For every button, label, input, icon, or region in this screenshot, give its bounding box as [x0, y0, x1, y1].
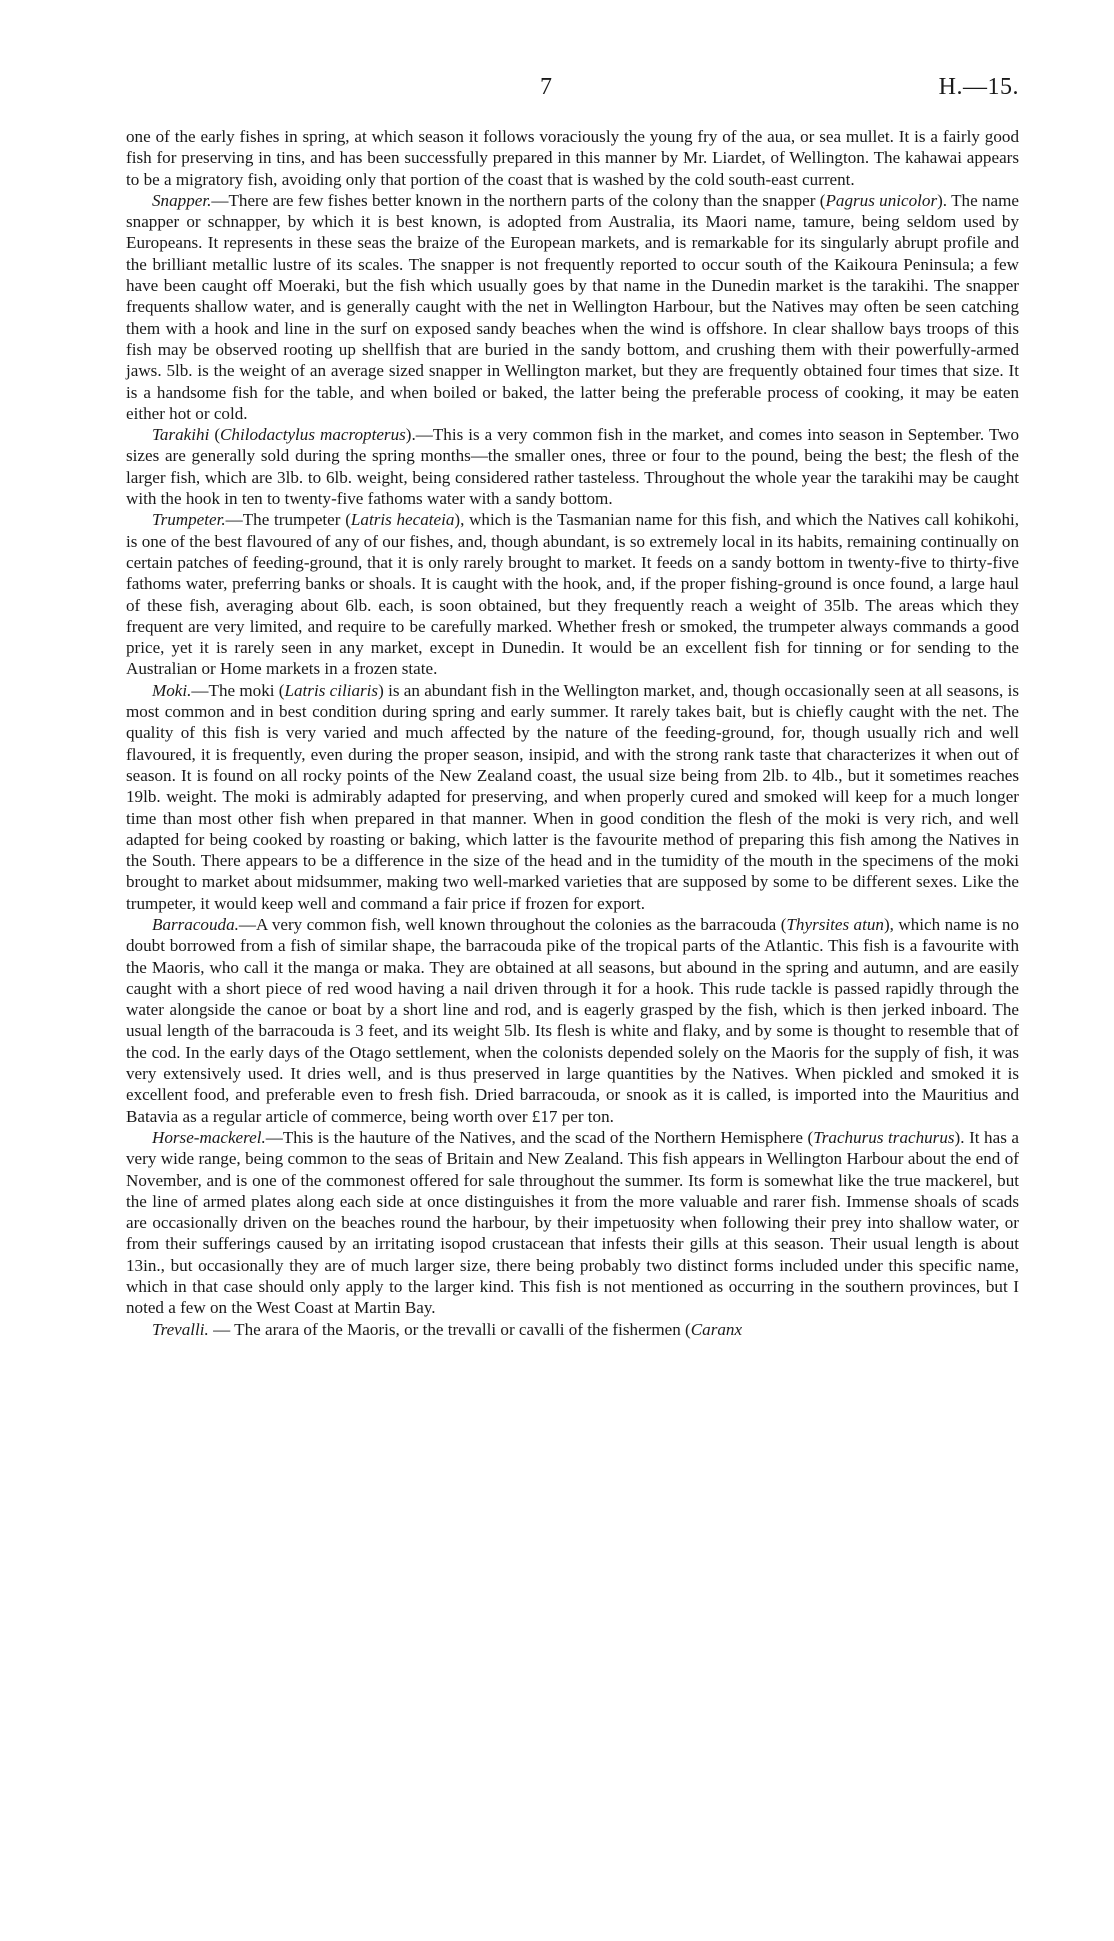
paragraph-heading: Snapper. [152, 190, 212, 210]
paragraph-kahawai [126, 126, 1019, 190]
latin-name: Chilodactylus macropterus [220, 425, 406, 445]
paragraph-text: ), which is the Tasmanian name for this fish, and which the Natives call kohikohi, is one of the best flavoured of any of our fishes, and, though abundant, is so extremely local in its habits, remaining continually on certain patches of feeding-ground, that it is only rarely brought to market. It feeds on a sandy bottom in twenty-five to thirty-five fathoms water, preferring banks or shoals. It is caught with the hook, and, if the proper fishing-ground is once found, a large haul of these fish, averaging about 6lb. each, is soon obtained, but they frequently reach a weight of 35lb. The areas which they frequent are very limited, and require to be carefully marked. Whether fresh or smoked, the trumpeter always commands a good price, yet it is rarely seen in any market, except in Dunedin. It would be an excellent fish for tinning or for sending to the Australian or Home markets in a frozen state. [126, 510, 1020, 679]
running-head [126, 74, 1019, 114]
paragraph-heading: Horse-mackerel. [152, 1127, 266, 1147]
paragraph-trevalli [126, 1319, 1019, 1340]
latin-name: Trachurus trachurus [813, 1127, 955, 1147]
paragraph-heading: Trumpeter. [152, 510, 226, 530]
document-page [126, 74, 1019, 1340]
paragraph-text: —This is the hauture of the Natives, and the scad of the Northern Hemisphere ( [265, 1127, 814, 1147]
body-text [126, 126, 1019, 1340]
latin-name: Latris hecateia [350, 510, 455, 530]
latin-name: Thyrsites atun [786, 914, 884, 934]
paragraph-text: —The moki ( [191, 680, 285, 700]
paragraph-tarakihi [126, 424, 1019, 509]
paragraph-text: ( [209, 425, 221, 445]
paragraph-text: ) is an abundant fish in the Wellington market, and, though occasionally seen at all seasons, is most common and in best condition during spring and early summer. It rarely takes bait, but is chiefly caught with the net. The quality of this fish is very varied and much affected by the nature of the feeding-ground, for, though usually rich and well flavoured, it is frequently, even during the proper season, insipid, and with the strong rank taste that characterizes it when out of season. It is found on all rocky points of the New Zealand coast, the usual size being from 2lb. to 4lb., but it sometimes reaches 19lb. weight. The moki is admirably adapted for preserving, and when properly cured and smoked will keep for a much longer time than most other fish when prepared in that manner. When in good condition the flesh of the moki is very rich, and well adapted for being cooked by roasting or baking, which latter is the favourite method of preparing this fish among the Natives in the South. There appears to be a difference in the size of the head and in the tumidity of the mouth in the specimens of the moki brought to market about midsummer, making two well-marked varieties that are supposed by some to be different sexes. Like the trumpeter, it would keep well and command a fair price if frozen for export. [126, 680, 1019, 913]
document-reference: H.—15. [938, 74, 1019, 100]
paragraph-text: ). The name snapper or schnapper, by which it is best known, is adopted from Australia, its Maori name, tamure, being seldom used by Europeans. It represents in these seas the braize of the European markets, and is remarkable for its singularly abrupt profile and the brilliant metallic lustre of its scales. The snapper is not frequently reported to occur south of the Kaikoura Peninsula; a few have been caught off Moeraki, but the fish which usually goes by that name in the Dunedin market is the tarakihi. The snapper frequents shallow water, and is generally caught with the net in Wellington Harbour, but the Natives may often be seen catching them with a hook and line in the surf on exposed sandy beaches when the wind is offshore. In clear shallow bays troops of this fish may be observed rooting up shellfish that are buried in the sandy bottom, and crushing them with their powerfully-armed jaws. 5lb. is the weight of an average sized snapper in Wellington market, but they are frequently obtained four times that size. It is a handsome fish for the table, and when boiled or baked, the latter being the preferable process of cooking, it may be eaten either hot or cold. [126, 190, 1019, 423]
paragraph-text: — The arara of the Maoris, or the trevalli or cavalli of the fishermen ( [208, 1319, 691, 1339]
paragraph-snapper [126, 190, 1019, 424]
latin-name: Latris ciliaris [284, 680, 379, 700]
paragraph-text: —The trumpeter ( [225, 510, 351, 530]
page-number: 7 [540, 74, 552, 100]
paragraph-text: ).—This is a very common fish in the market, and comes into season in September. Two sizes are generally sold during the spring months—the smaller ones, three or four to the pound, being the best; the flesh of the larger fish, which are 3lb. to 6lb. weight, being considered rather tasteless. Throughout the whole year the tarakihi may be caught with the hook in ten to twenty-five fathoms water with a sandy bottom. [126, 425, 1020, 509]
paragraph-moki [126, 680, 1019, 914]
paragraph-horse-mackerel [126, 1127, 1019, 1319]
paragraph-heading: Moki. [152, 680, 192, 700]
paragraph-text: ), which name is no doubt borrowed from a fish of similar shape, the barracouda pike of the tropical parts of the Atlantic. This fish is a favourite with the Maoris, who call it the manga or maka. They are obtained at all seasons, but abound in the spring and autumn, and are easily caught with a short piece of red wood having a nail driven through it for a hook. This rude tackle is passed rapidly through the water alongside the canoe or boat by a short line and rod, and is eagerly grasped by the fish, which is then jerked inboard. The usual length of the barracouda is 3 feet, and its weight 5lb. Its flesh is white and flaky, and by some is thought to resemble that of the cod. In the early days of the Otago settlement, when the colonists depended solely on the Maoris for the supply of fish, it was very extensively used. It dries well, and is thus preserved in large quantities by the Natives. When pickled and smoked it is excellent food, and preferable even to fresh fish. Dried barracouda, or snook as it is called, is imported into the Mauritius and Batavia as a regular article of commerce, being worth over £17 per ton. [126, 914, 1019, 1126]
paragraph-heading: Tarakihi [152, 425, 210, 445]
latin-name: Pagrus unicolor [825, 190, 938, 210]
paragraph-text: one of the early fishes in spring, at which season it follows voraciously the young fry of the aua, or sea mullet. It is a fairly good fish for preserving in tins, and has been successfully prepared in this manner by Mr. Liardet, of Wellington. The kahawai appears to be a migratory fish, avoiding only that portion of the coast that is washed by the cold south-east current. [126, 127, 1019, 189]
paragraph-text: —There are few fishes better known in the northern parts of the colony than the snapper ( [211, 190, 826, 210]
paragraph-heading: Barracouda. [152, 914, 239, 934]
paragraph-trumpeter [126, 509, 1019, 679]
paragraph-barracouda [126, 914, 1019, 1127]
paragraph-text: ). It has a very wide range, being common to the seas of Britain and New Zealand. This fish appears in Wellington Harbour about the end of November, and is one of the commonest offered for sale throughout the summer. Its form is somewhat like the true mackerel, but the line of armed plates along each side at once distinguishes it from the more valuable and rarer fish. Immense shoals of scads are occasionally driven on the beaches round the harbour, by their impetuosity when following their prey into shallow water, or from their sufferings caused by an irritating isopod crustacean that infests their gills at this season. Their usual length is about 13in., but occasionally they are of much larger size, there being probably two distinct forms included under this specific name, which in that case should only apply to the larger kind. This fish is not mentioned as occurring in the southern provinces, but I noted a few on the West Coast at Martin Bay. [126, 1127, 1019, 1318]
latin-name: Caranx [690, 1319, 743, 1339]
paragraph-heading: Trevalli. [152, 1319, 209, 1339]
paragraph-text: —A very common fish, well known throughout the colonies as the barracouda ( [238, 914, 787, 934]
